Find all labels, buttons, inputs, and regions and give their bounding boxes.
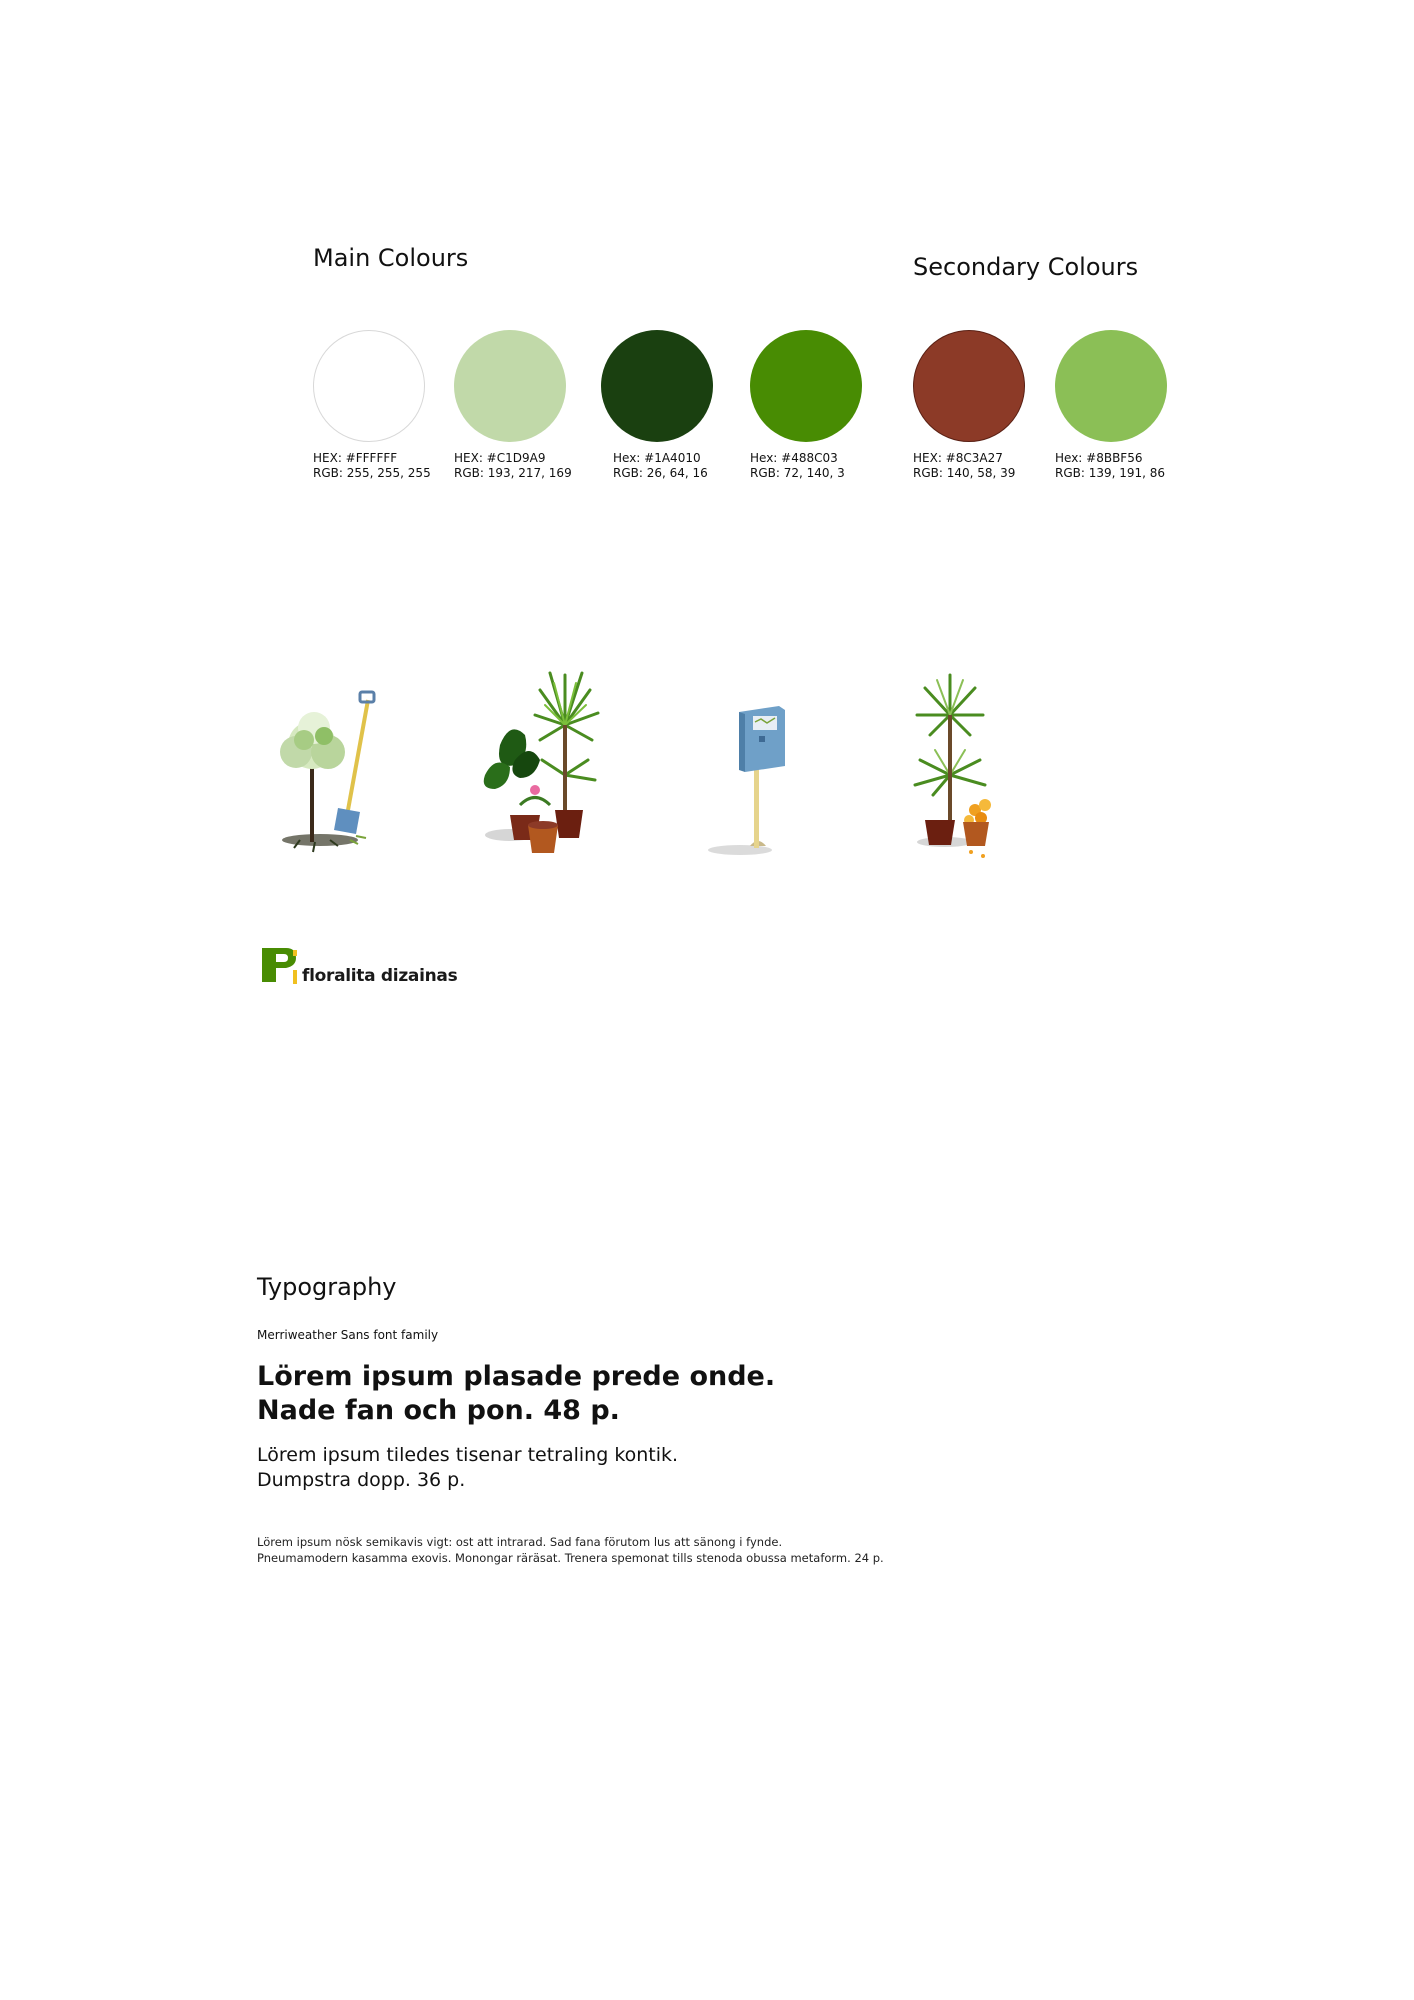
type-sample-36-line2: Dumpstra dopp. 36 p. bbox=[257, 1469, 466, 1491]
type-sample-24 bbox=[257, 1534, 884, 1566]
swatch-hex: HEX: #C1D9A9 bbox=[454, 451, 546, 465]
swatch-label-light-green bbox=[454, 451, 572, 481]
color-swatch-light-green bbox=[454, 330, 566, 442]
secondary-colours-heading: Secondary Colours bbox=[913, 253, 1139, 281]
swatch-rgb: RGB: 193, 217, 169 bbox=[454, 466, 572, 480]
swatch-label-brown-red bbox=[913, 451, 1015, 481]
type-sample-24-line2: Pneumamodern kasamma exovis. Monongar räräsat. Trenera spemonat tills stenoda obussa metaform. 24 p. bbox=[257, 1551, 884, 1565]
swatch-hex: Hex: #1A4010 bbox=[613, 451, 701, 465]
type-sample-24-line1: Lörem ipsum nösk semikavis vigt: ost att intrarad. Sad fana förutom lus att sänong i fynde. bbox=[257, 1535, 783, 1549]
color-swatch-brown-red bbox=[913, 330, 1025, 442]
type-sample-36-line1: Lörem ipsum tiledes tisenar tetraling kontik. bbox=[257, 1444, 679, 1466]
swatch-hex: Hex: #8BBF56 bbox=[1055, 451, 1143, 465]
swatch-rgb: RGB: 72, 140, 3 bbox=[750, 466, 845, 480]
type-sample-48-line1: Lörem ipsum plasade prede onde. bbox=[257, 1361, 776, 1392]
swatch-rgb: RGB: 26, 64, 16 bbox=[613, 466, 708, 480]
swatch-rgb: RGB: 255, 255, 255 bbox=[313, 466, 431, 480]
logo-text: floralita dizainas bbox=[302, 966, 458, 986]
swatch-hex: Hex: #488C03 bbox=[750, 451, 838, 465]
type-sample-48-line2: Nade fan och pon. 48 p. bbox=[257, 1395, 620, 1426]
font-family-note: Merriweather Sans font family bbox=[257, 1328, 439, 1342]
tree-with-shovel-icon bbox=[260, 690, 380, 860]
main-colours-heading: Main Colours bbox=[313, 244, 469, 272]
color-swatch-green bbox=[750, 330, 862, 442]
swatch-hex: HEX: #FFFFFF bbox=[313, 451, 398, 465]
floralita-logo bbox=[260, 946, 457, 986]
swatch-label-green bbox=[750, 451, 845, 481]
swatch-rgb: RGB: 140, 58, 39 bbox=[913, 466, 1016, 480]
color-swatch-lime-green bbox=[1055, 330, 1167, 442]
palm-and-flowers-icon bbox=[905, 670, 1015, 870]
type-sample-36 bbox=[257, 1443, 678, 1493]
swatch-rgb: RGB: 139, 191, 86 bbox=[1055, 466, 1166, 480]
swatch-label-dark-green bbox=[613, 451, 708, 481]
swatch-label-lime-green bbox=[1055, 451, 1165, 481]
color-swatch-white bbox=[313, 330, 425, 442]
type-sample-48 bbox=[257, 1360, 775, 1428]
swatch-hex: HEX: #8C3A27 bbox=[913, 451, 1003, 465]
color-swatch-dark-green bbox=[601, 330, 713, 442]
potted-plants-group-icon bbox=[480, 665, 610, 865]
swatch-label-white bbox=[313, 451, 431, 481]
floralita-logo-mark-icon bbox=[260, 946, 300, 986]
mailbox-sign-icon bbox=[695, 700, 805, 860]
typography-heading: Typography bbox=[257, 1273, 397, 1301]
